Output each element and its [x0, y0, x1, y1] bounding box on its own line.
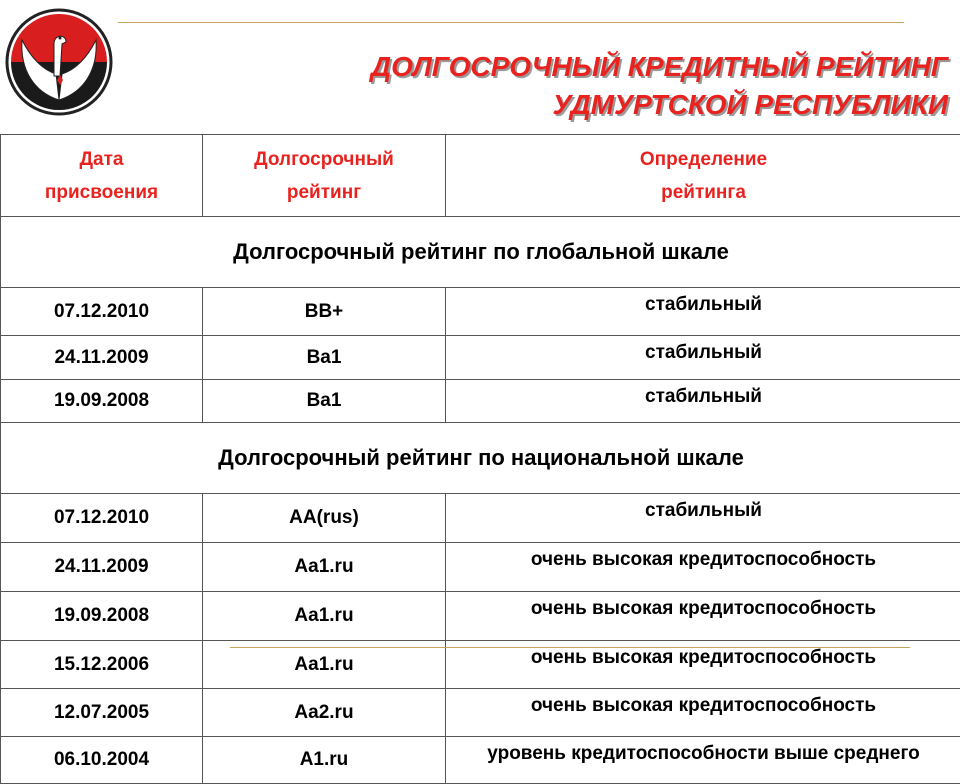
- rating-cell: Aa1.ru: [203, 543, 446, 592]
- header-date: Дата присвоения: [1, 135, 203, 217]
- definition-cell: уровень кредитоспособности выше среднего: [446, 737, 960, 784]
- title-line-2: УДМУРТСКОЙ РЕСПУБЛИКИ: [371, 86, 948, 124]
- title-line-1: ДОЛГОСРОЧНЫЙ КРЕДИТНЫЙ РЕЙТИНГ: [371, 48, 948, 86]
- table-row: [1, 592, 960, 641]
- ratings-table: [0, 134, 960, 784]
- rating-cell: AA(rus): [203, 494, 446, 543]
- date-cell: 19.09.2008: [1, 592, 203, 641]
- rating-cell: BB+: [203, 288, 446, 336]
- definition-cell: очень высокая кредитоспособность: [446, 543, 960, 592]
- date-cell: 15.12.2006: [1, 641, 203, 689]
- definition-cell: стабильный: [446, 494, 960, 543]
- rating-cell: Ba1: [203, 380, 446, 423]
- date-cell: 06.10.2004: [1, 737, 203, 784]
- page-title: [371, 48, 948, 124]
- section-national-heading: Долгосрочный рейтинг по национальной шкале: [1, 423, 960, 494]
- top-divider: [118, 22, 904, 23]
- date-cell: 19.09.2008: [1, 380, 203, 423]
- definition-cell: очень высокая кредитоспособность: [446, 592, 960, 641]
- definition-cell: очень высокая кредитоспособность: [446, 689, 960, 737]
- table-row: [1, 380, 960, 423]
- rating-cell: Aa1.ru: [203, 592, 446, 641]
- rating-cell: Ba1: [203, 336, 446, 380]
- definition-cell: стабильный: [446, 380, 960, 423]
- table-row: [1, 336, 960, 380]
- table-row: [1, 543, 960, 592]
- table-header-row: [1, 135, 960, 217]
- date-cell: 07.12.2010: [1, 288, 203, 336]
- date-cell: 24.11.2009: [1, 543, 203, 592]
- section-global-heading: Долгосрочный рейтинг по глобальной шкале: [1, 217, 960, 288]
- section-national-row: [1, 423, 960, 494]
- section-global-row: [1, 217, 960, 288]
- rating-cell: Aa1.ru: [203, 641, 446, 689]
- definition-cell: стабильный: [446, 336, 960, 380]
- definition-cell: стабильный: [446, 288, 960, 336]
- date-cell: 12.07.2005: [1, 689, 203, 737]
- table-row: [1, 689, 960, 737]
- bottom-divider: [230, 647, 910, 648]
- header-definition: Определение рейтинга: [446, 135, 960, 217]
- rating-cell: Aa2.ru: [203, 689, 446, 737]
- date-cell: 24.11.2009: [1, 336, 203, 380]
- table-row: [1, 494, 960, 543]
- table-row: [1, 288, 960, 336]
- rating-cell: A1.ru: [203, 737, 446, 784]
- header-rating: Долгосрочный рейтинг: [203, 135, 446, 217]
- table-row: [1, 737, 960, 784]
- udmurtia-emblem-icon: [4, 4, 114, 120]
- date-cell: 07.12.2010: [1, 494, 203, 543]
- definition-cell: очень высокая кредитоспособность: [446, 641, 960, 689]
